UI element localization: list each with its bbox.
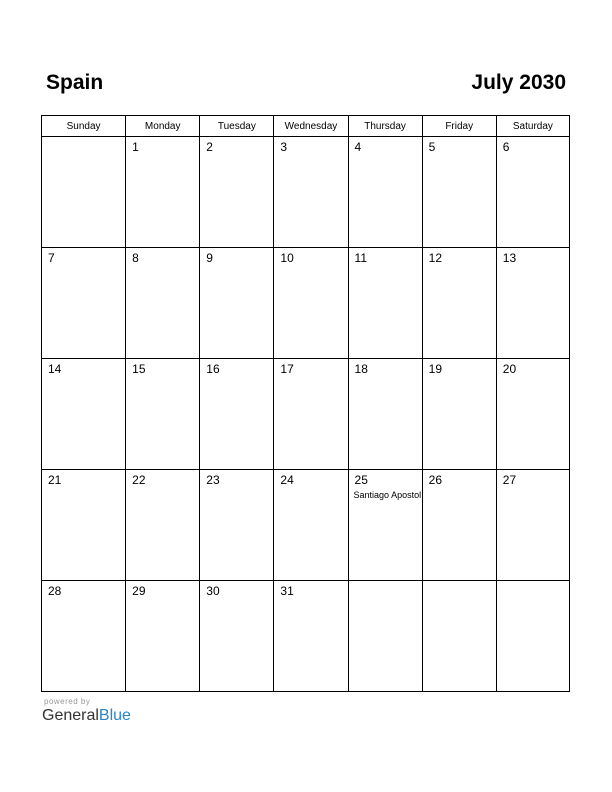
day-cell: [42, 137, 126, 248]
day-cell: [422, 470, 496, 581]
day-number: 19: [428, 362, 443, 376]
day-cell: [422, 137, 496, 248]
day-number: [42, 137, 125, 140]
day-number: 15: [132, 362, 146, 376]
day-number: 31: [280, 584, 294, 598]
day-cell: [348, 581, 422, 692]
day-cell: [496, 581, 569, 692]
day-cell: [200, 470, 274, 581]
day-cell: [348, 137, 422, 248]
day-number: 5: [428, 140, 436, 154]
day-cell: [42, 359, 126, 470]
week-row: [42, 137, 570, 248]
day-cell: [274, 137, 348, 248]
day-number: 24: [280, 473, 294, 487]
brand-name-part2: Blue: [98, 707, 131, 724]
weekday-friday: Friday: [422, 116, 496, 137]
day-cell: [348, 359, 422, 470]
day-cell: [274, 248, 348, 359]
day-number: 16: [206, 362, 220, 376]
day-cell: [126, 248, 200, 359]
day-cell: [496, 137, 569, 248]
day-number: 1: [132, 140, 139, 154]
week-row: [42, 470, 570, 581]
day-cell: [200, 137, 274, 248]
powered-by-text: powered by: [44, 697, 91, 706]
day-number: 12: [428, 251, 443, 265]
weekday-thursday: Thursday: [348, 116, 422, 137]
day-number: 10: [280, 251, 294, 265]
day-cell: [348, 470, 422, 581]
day-cell: [42, 470, 126, 581]
week-row: [42, 581, 570, 692]
brand-name: [42, 706, 131, 726]
day-number: 17: [280, 362, 294, 376]
day-cell: [200, 581, 274, 692]
day-number: 25: [354, 473, 368, 487]
weekday-monday: Monday: [126, 116, 200, 137]
day-number: [497, 581, 569, 584]
day-number: 28: [48, 584, 62, 598]
day-cell: [274, 359, 348, 470]
weekday-wednesday: Wednesday: [274, 116, 348, 137]
day-cell: [348, 248, 422, 359]
day-number: 21: [48, 473, 62, 487]
month-year-title: July 2030: [471, 71, 566, 94]
holiday-label: Santiago Apostol: [353, 490, 422, 500]
day-number: 4: [354, 140, 362, 154]
day-number: 18: [354, 362, 368, 376]
weekday-sunday: Sunday: [42, 116, 126, 137]
day-cell: [274, 470, 348, 581]
day-cell: [422, 581, 496, 692]
week-row: [42, 359, 570, 470]
calendar-grid: [41, 115, 570, 692]
day-number: [423, 581, 496, 584]
day-number: 23: [206, 473, 220, 487]
day-number: 30: [206, 584, 220, 598]
day-number: 8: [132, 251, 139, 265]
weekday-saturday: Saturday: [496, 116, 569, 137]
day-number: 6: [502, 140, 510, 154]
day-cell: [422, 248, 496, 359]
day-number: 9: [206, 251, 213, 265]
day-number: 26: [428, 473, 443, 487]
day-cell: [200, 359, 274, 470]
brand-name-part1: General: [42, 707, 99, 724]
day-cell: [42, 248, 126, 359]
week-row: [42, 248, 570, 359]
day-number: 27: [502, 473, 517, 487]
day-number: 13: [502, 251, 517, 265]
day-number: 2: [206, 140, 213, 154]
day-cell: [496, 248, 569, 359]
day-number: 7: [48, 251, 55, 265]
day-number: [349, 581, 422, 584]
day-number: 14: [48, 362, 62, 376]
day-cell: [496, 359, 569, 470]
day-cell: [274, 581, 348, 692]
day-cell: [422, 359, 496, 470]
day-cell: [200, 248, 274, 359]
weekday-tuesday: Tuesday: [200, 116, 274, 137]
day-cell: [126, 359, 200, 470]
day-cell: [126, 470, 200, 581]
day-cell: [42, 581, 126, 692]
day-cell: [126, 581, 200, 692]
day-cell: [126, 137, 200, 248]
country-title: Spain: [46, 71, 104, 94]
day-number: 29: [132, 584, 146, 598]
weekday-header-row: [42, 116, 570, 137]
day-number: 22: [132, 473, 146, 487]
day-number: 20: [502, 362, 517, 376]
day-number: 11: [354, 251, 367, 265]
day-number: 3: [280, 140, 288, 154]
day-cell: [496, 470, 569, 581]
footer-logo: [42, 697, 131, 726]
